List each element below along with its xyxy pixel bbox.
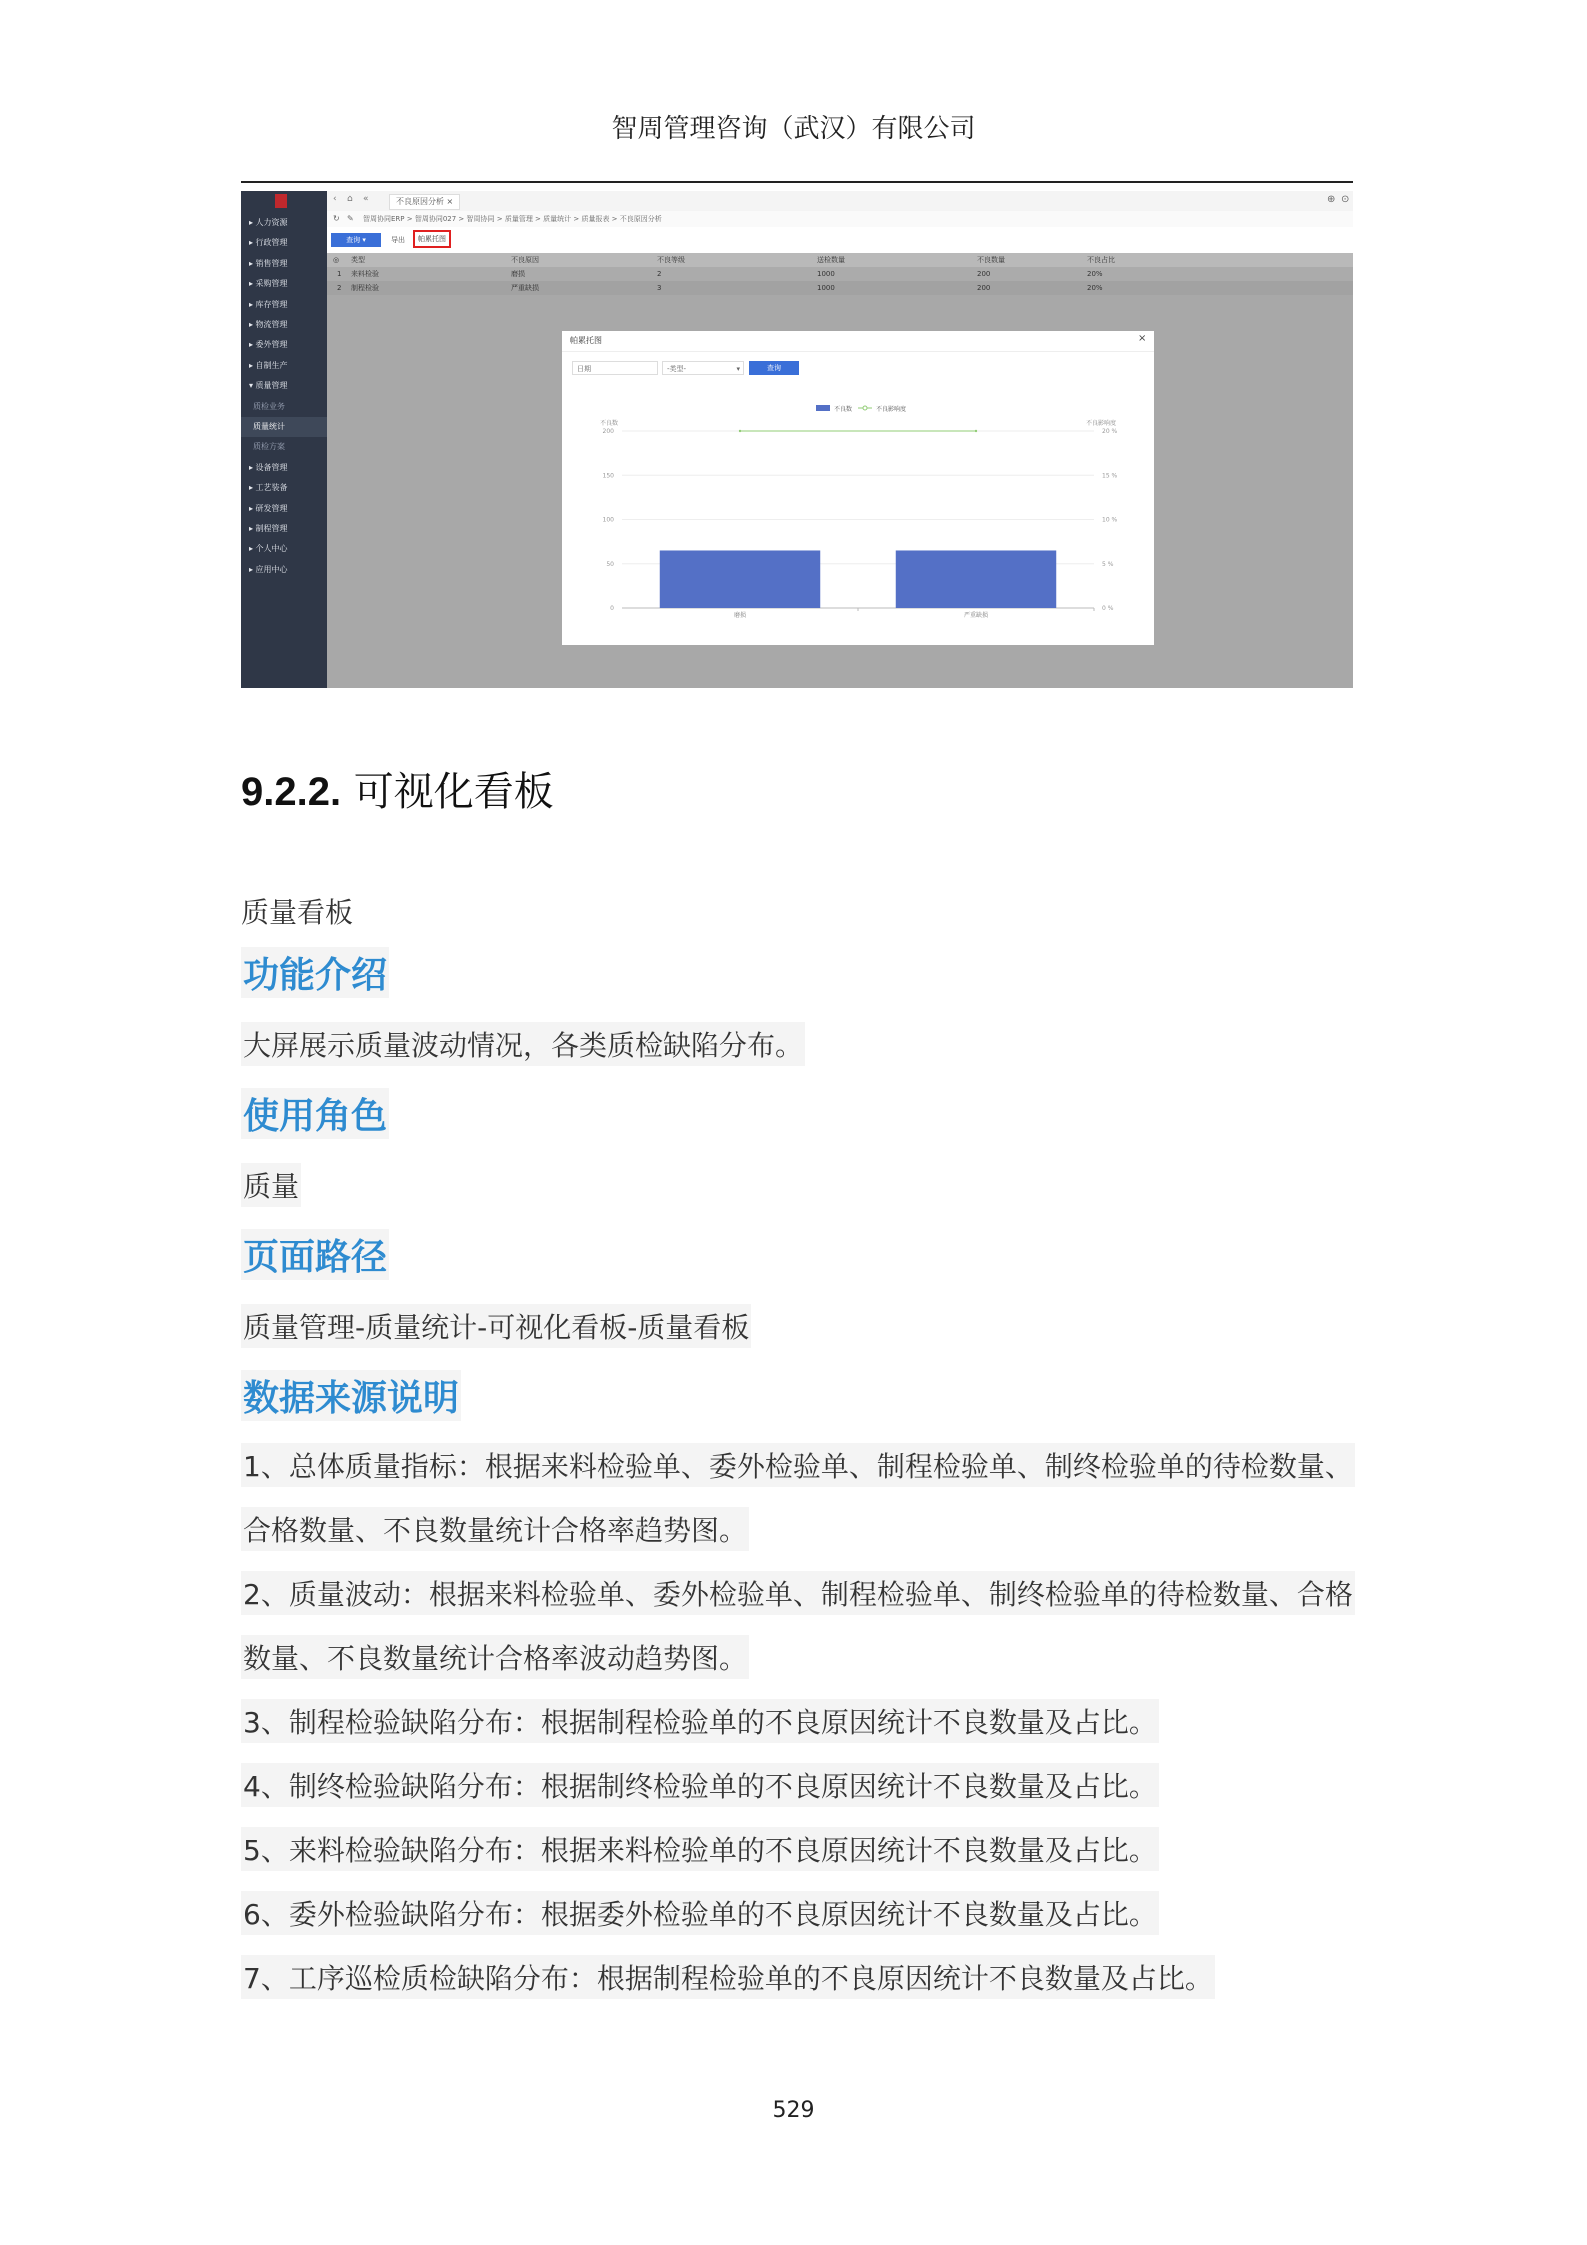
y-tick-label: 50 [606, 560, 614, 568]
sidebar-item[interactable]: 质检方案 [253, 442, 285, 452]
y-tick-label: 150 [602, 472, 614, 480]
table-row[interactable] [327, 267, 1353, 281]
source-item-line: 4、制终检验缺陷分布：根据制终检验单的不良原因统计不良数量及占比。 [241, 1763, 1159, 1807]
table-cell: 3 [657, 284, 662, 292]
table-header [327, 253, 1353, 267]
modal-query-button[interactable]: 查询 [749, 361, 799, 375]
bar [896, 550, 1056, 608]
double-chevron-left-icon[interactable]: « [363, 194, 369, 204]
legend-label: 不良数 [834, 406, 853, 413]
table-cell: 20% [1087, 284, 1103, 292]
x-tick-label: 磨损 [733, 612, 747, 619]
refresh-icon[interactable]: ↻ [333, 214, 340, 223]
sidebar-item[interactable]: ▸ 自制生产 [249, 360, 288, 370]
bar [660, 550, 820, 608]
source-item-line: 5、来料检验缺陷分布：根据来料检验单的不良原因统计不良数量及占比。 [241, 1827, 1159, 1871]
source-item-line: 1、总体质量指标：根据来料检验单、委外检验单、制程检验单、制终检验单的待检数量、 [241, 1443, 1355, 1487]
modal-divider [562, 351, 1154, 352]
sidebar-item[interactable]: ▸ 采购管理 [249, 279, 288, 289]
y-tick-label: 100 [602, 516, 614, 524]
pareto-chart [562, 375, 1154, 637]
table-cell: 1 [337, 270, 342, 278]
sidebar-item[interactable]: ▸ 委外管理 [249, 340, 288, 350]
path-text: 质量管理-质量统计-可视化看板-质量看板 [241, 1304, 751, 1348]
select-all-checkbox[interactable]: ◎ [333, 256, 340, 264]
sidebar-item[interactable]: ▸ 行政管理 [249, 238, 288, 248]
legend-swatch-bar [816, 405, 830, 411]
table-cell: 200 [977, 284, 991, 292]
modal-title: 帕累托图 [570, 336, 602, 345]
section-number: 9.2.2. [241, 770, 342, 814]
sidebar-item[interactable]: ▸ 应用中心 [249, 564, 288, 574]
sidebar-item[interactable]: ▸ 研发管理 [249, 503, 288, 513]
impact-point [975, 430, 977, 432]
export-button[interactable]: 导出 [391, 236, 405, 244]
date-input[interactable]: 日期 [572, 361, 658, 375]
pareto-modal [562, 331, 1154, 645]
breadcrumb [327, 211, 1353, 227]
table-cell: 200 [977, 270, 991, 278]
impact-point [739, 430, 741, 432]
close-icon[interactable]: × [1138, 333, 1147, 344]
section-heading [241, 760, 554, 817]
tab-pareto-analysis[interactable]: 不良原因分析 × [389, 194, 460, 210]
sidebar-item[interactable]: 质量统计 [241, 417, 327, 437]
home-icon[interactable]: ⌂ [347, 194, 353, 204]
path-heading: 页面路径 [241, 1229, 389, 1280]
app-logo [275, 194, 287, 208]
table-cell: 制程检验 [351, 284, 379, 292]
y2-tick-label: 10 % [1102, 516, 1118, 524]
source-item-line: 3、制程检验缺陷分布：根据制程检验单的不良原因统计不良数量及占比。 [241, 1699, 1159, 1743]
sidebar-item[interactable]: ▾ 质量管理 [249, 381, 288, 391]
sidebar-item[interactable]: ▸ 设备管理 [249, 462, 288, 472]
type-select[interactable]: -类型- ▾ [662, 361, 744, 375]
table-row[interactable] [327, 281, 1353, 295]
table-cell: 来料检验 [351, 270, 379, 278]
page-header: 智周管理咨询（武汉）有限公司 [611, 114, 976, 144]
y2-tick-label: 5 % [1102, 560, 1114, 568]
chevron-down-icon: ▾ [736, 365, 740, 373]
source-item-line: 合格数量、不良数量统计合格率趋势图。 [241, 1507, 749, 1551]
table-header-cell[interactable]: 不良等级 [657, 256, 685, 264]
table-header-cell[interactable]: 送检数量 [817, 256, 845, 264]
section-title: 可视化看板 [353, 769, 554, 815]
header-divider [241, 181, 1353, 183]
sidebar [241, 191, 327, 688]
table-header-cell[interactable]: 类型 [351, 256, 365, 264]
source-item-line: 7、工序巡检质检缺陷分布：根据制程检验单的不良原因统计不良数量及占比。 [241, 1955, 1215, 1999]
table-header-cell[interactable]: 不良占比 [1087, 256, 1115, 264]
source-item-line: 数量、不良数量统计合格率波动趋势图。 [241, 1635, 749, 1679]
role-text: 质量 [241, 1163, 301, 1207]
table-cell: 20% [1087, 270, 1103, 278]
table-header-cell[interactable]: 不良原因 [511, 256, 539, 264]
sidebar-item[interactable]: ▸ 人力资源 [249, 218, 288, 227]
sidebar-item[interactable]: ▸ 个人中心 [249, 544, 288, 554]
source-item-line: 2、质量波动：根据来料检验单、委外检验单、制程检验单、制终检验单的待检数量、合格 [241, 1571, 1355, 1615]
breadcrumb-text: 智周协同ERP > 智周协同027 > 智周协同 > 质量管理 > 质量统计 > 质量报表 > 不良原因分析 [363, 215, 662, 223]
table-cell: 1000 [817, 284, 835, 292]
source-item-line: 6、委外检验缺陷分布：根据委外检验单的不良原因统计不良数量及占比。 [241, 1891, 1159, 1935]
pin-icon[interactable]: ✎ [347, 214, 354, 223]
settings-icon[interactable]: ⊙ [1341, 194, 1350, 205]
x-tick-label: 严重缺损 [963, 612, 989, 619]
toolbar [327, 227, 1353, 253]
sidebar-item[interactable]: 质检业务 [253, 401, 285, 411]
table-cell: 2 [657, 270, 662, 278]
sidebar-item[interactable]: ▸ 制程管理 [249, 524, 288, 533]
sidebar-item[interactable]: ▸ 库存管理 [249, 299, 288, 309]
table-cell: 1000 [817, 270, 835, 278]
y-tick-label: 200 [602, 428, 614, 435]
back-icon[interactable]: ‹ [333, 194, 337, 204]
legend-swatch-dot [863, 406, 867, 410]
y2-tick-label: 0 % [1102, 605, 1114, 612]
source-heading: 数据来源说明 [241, 1370, 461, 1421]
y2-tick-label: 15 % [1102, 472, 1118, 480]
pareto-button[interactable]: 帕累托图 [413, 230, 451, 248]
query-button[interactable]: 查询 ▾ [331, 233, 381, 247]
section-subtitle: 质量看板 [241, 896, 354, 929]
table-cell: 磨损 [511, 270, 525, 278]
intro-text: 大屏展示质量波动情况，各类质检缺陷分布。 [241, 1022, 805, 1066]
sidebar-item[interactable]: ▸ 物流管理 [249, 320, 288, 329]
y-axis-title: 不良数 [600, 420, 619, 427]
globe-icon[interactable]: ⊕ [1327, 194, 1336, 205]
y2-axis-title: 不良影响度 [1086, 420, 1117, 427]
y-tick-label: 0 [610, 605, 614, 612]
page-number: 529 [772, 2098, 815, 2123]
y2-tick-label: 20 % [1102, 428, 1118, 435]
role-heading: 使用角色 [241, 1088, 389, 1139]
tab-bar [327, 191, 1353, 212]
sidebar-item[interactable]: ▸ 工艺装备 [249, 483, 288, 493]
legend-label: 不良影响度 [876, 406, 907, 413]
table-cell: 严重缺损 [511, 284, 539, 292]
intro-heading: 功能介绍 [241, 947, 389, 998]
sidebar-item[interactable]: ▸ 销售管理 [249, 258, 288, 268]
table-header-cell[interactable]: 不良数量 [977, 256, 1005, 264]
table-cell: 2 [337, 284, 342, 292]
embedded-screenshot [241, 191, 1353, 688]
